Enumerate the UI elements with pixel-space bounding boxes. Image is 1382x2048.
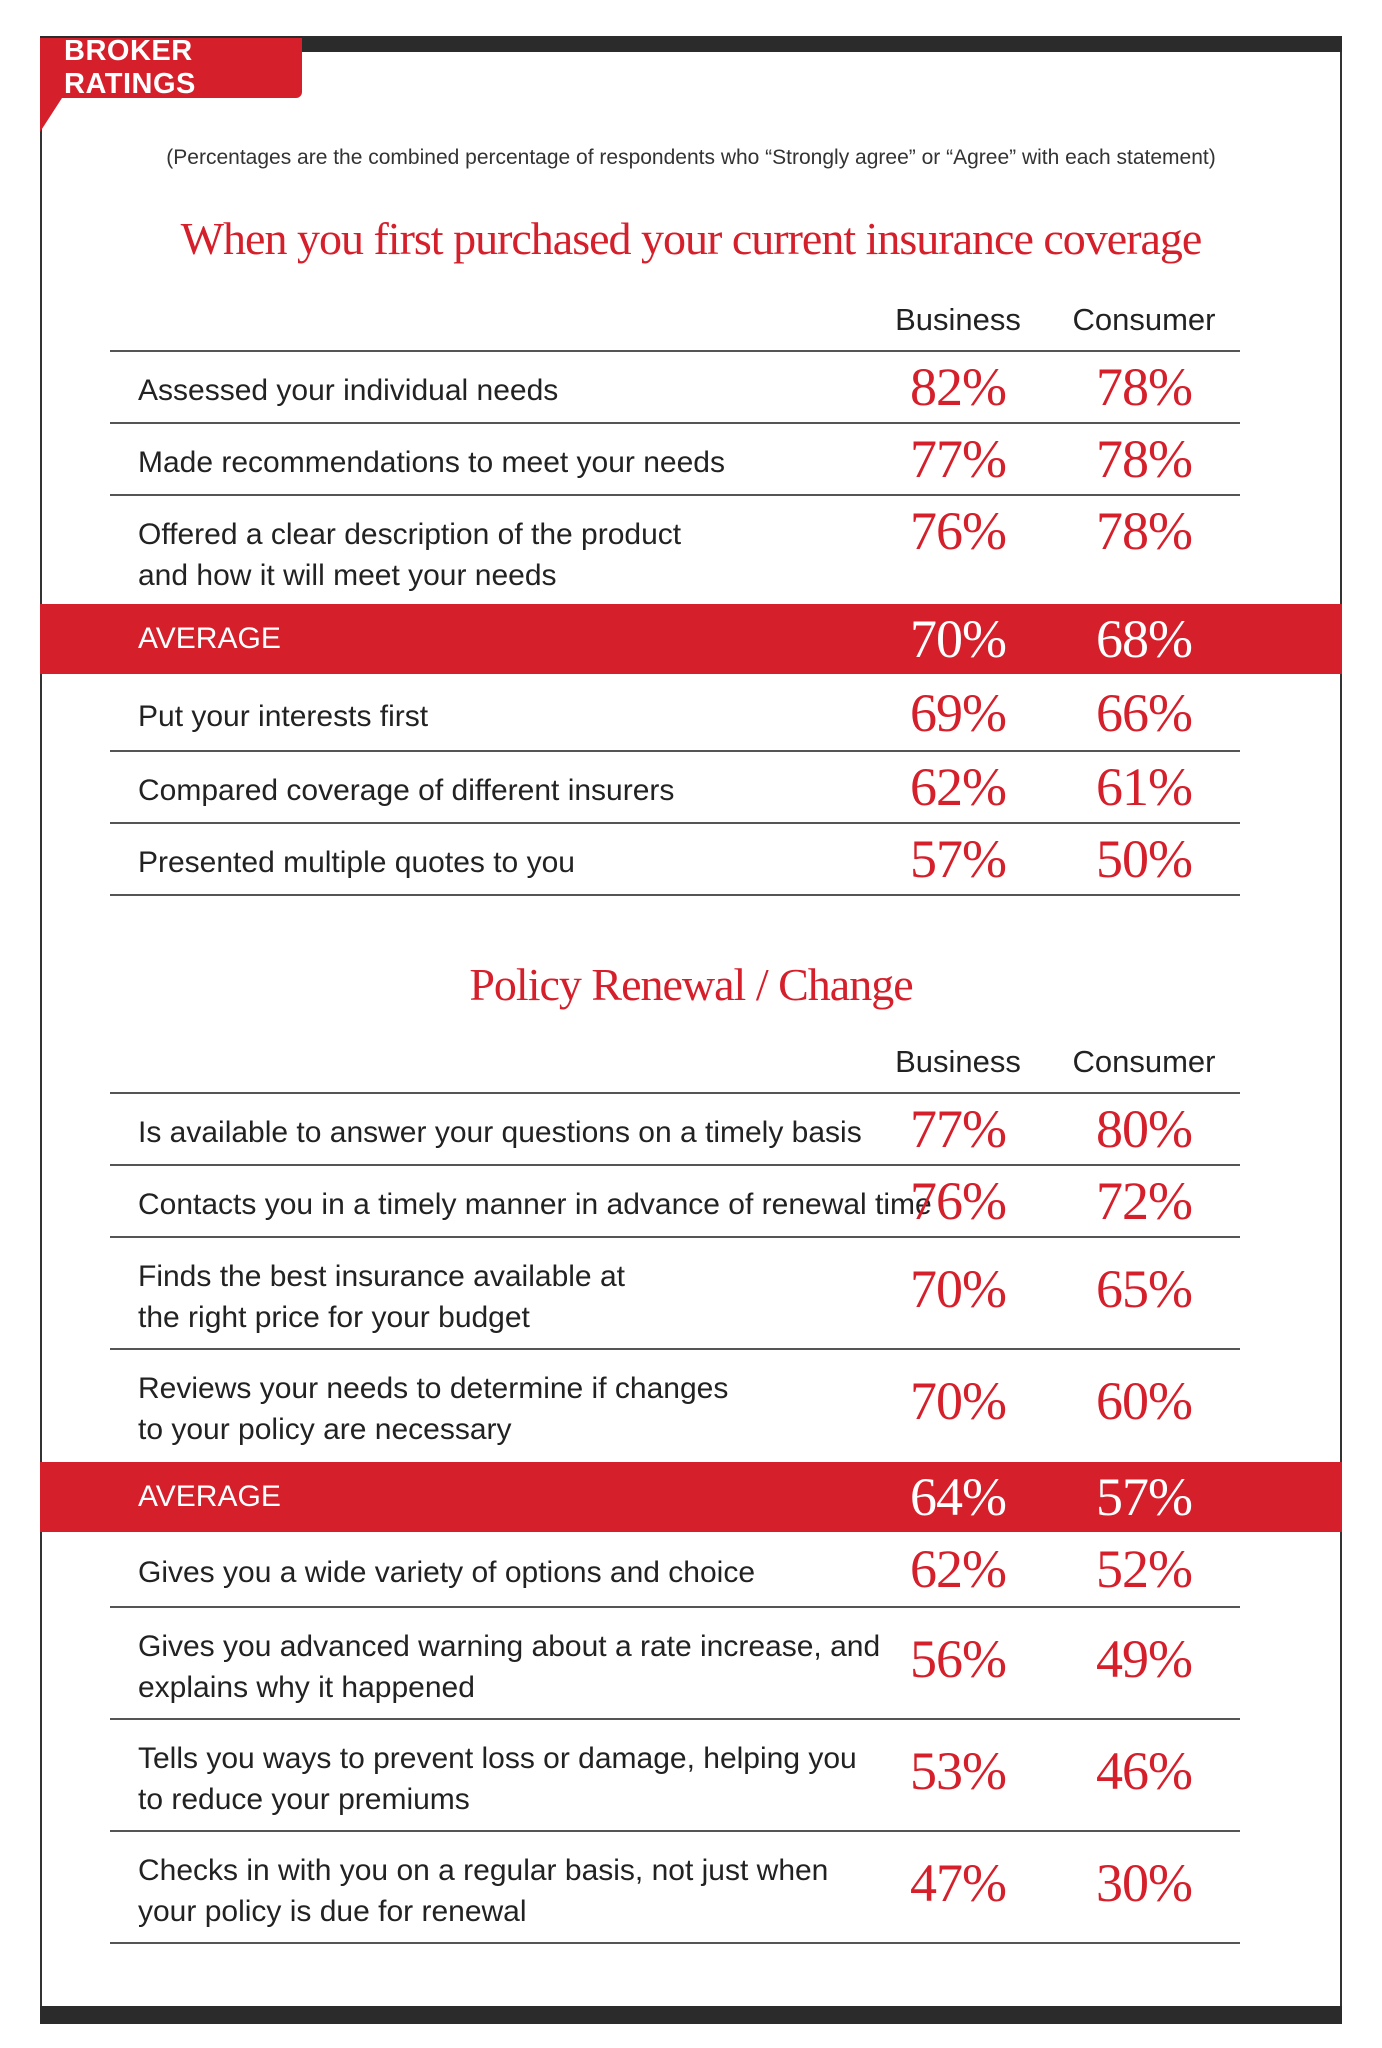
business-value: 62% — [910, 1539, 1006, 1599]
business-value: 56% — [910, 1629, 1006, 1689]
business-value: 53% — [910, 1741, 1006, 1801]
business-value: 77% — [910, 429, 1006, 489]
section2-consumer-header: Consumer — [1072, 1044, 1216, 1079]
section2-table-bottom — [110, 1532, 1240, 1944]
average-label: AVERAGE — [138, 1480, 281, 1513]
section2-title: Policy Renewal / Change — [469, 959, 913, 1010]
row-label: Presented multiple quotes to you — [138, 846, 575, 879]
business-value: 57% — [910, 829, 1006, 889]
average-consumer-value: 57% — [1096, 1467, 1192, 1527]
consumer-value: 52% — [1096, 1539, 1192, 1599]
table-row — [110, 1718, 1240, 1830]
business-value: 47% — [910, 1853, 1006, 1913]
business-value: 62% — [910, 757, 1006, 817]
row-label: Reviews your needs to determine if changes to your policy are necessary — [138, 1372, 729, 1446]
business-value: 77% — [910, 1099, 1006, 1159]
section2-business-header: Business — [895, 1044, 1021, 1079]
consumer-value: 60% — [1096, 1371, 1192, 1431]
section1-average-row — [40, 604, 1342, 674]
section1-title: When you first purchased your current insurance coverage — [180, 213, 1202, 264]
row-label: Checks in with you on a regular basis, not just when your policy is due for renewal — [138, 1854, 829, 1928]
table-row — [110, 1236, 1240, 1348]
consumer-value: 72% — [1096, 1171, 1192, 1231]
section1-business-header: Business — [895, 302, 1021, 337]
business-value: 69% — [910, 683, 1006, 743]
section2-table-top — [110, 1092, 1240, 1462]
section1-consumer-header: Consumer — [1072, 302, 1216, 337]
row-label: Offered a clear description of the product and how it will meet your needs — [138, 518, 682, 592]
consumer-value: 78% — [1096, 357, 1192, 417]
row-label: Finds the best insurance available at the right price for your budget — [138, 1260, 625, 1334]
consumer-value: 46% — [1096, 1741, 1192, 1801]
percentages-note: (Percentages are the combined percentage of respondents who “Strongly agree” or “Agree” with each statement) — [166, 146, 1216, 169]
row-label: Tells you ways to prevent loss or damage, helping you to reduce your premiums — [138, 1742, 857, 1816]
business-value: 70% — [910, 1371, 1006, 1431]
table-row — [110, 1092, 1240, 1164]
table-row — [110, 678, 1240, 750]
row-label: Made recommendations to meet your needs — [138, 446, 725, 479]
table-row — [110, 1532, 1240, 1606]
section2-average-row — [40, 1462, 1342, 1532]
table-row — [110, 350, 1240, 422]
table-row — [110, 422, 1240, 494]
consumer-value: 61% — [1096, 757, 1192, 817]
average-business-value: 70% — [910, 609, 1006, 669]
table-row — [110, 822, 1240, 896]
row-label: Gives you a wide variety of options and choice — [138, 1556, 756, 1589]
section1-table-bottom — [110, 678, 1240, 896]
row-label: Is available to answer your questions on a timely basis — [138, 1116, 862, 1149]
table-row — [110, 1830, 1240, 1944]
business-value: 70% — [910, 1259, 1006, 1319]
consumer-value: 78% — [1096, 501, 1192, 561]
row-label: Compared coverage of different insurers — [138, 774, 675, 807]
business-value: 76% — [910, 1171, 1006, 1231]
consumer-value: 80% — [1096, 1099, 1192, 1159]
business-value: 76% — [910, 501, 1006, 561]
row-label: Contacts you in a timely manner in advance of renewal time — [138, 1188, 932, 1221]
average-business-value: 64% — [910, 1467, 1006, 1527]
row-label: Assessed your individual needs — [138, 374, 559, 407]
consumer-value: 66% — [1096, 683, 1192, 743]
table-row — [110, 1164, 1240, 1236]
consumer-value: 65% — [1096, 1259, 1192, 1319]
average-label: AVERAGE — [138, 622, 281, 655]
row-label: Gives you advanced warning about a rate increase, and explains why it happened — [138, 1630, 881, 1704]
table-row — [110, 750, 1240, 822]
table-row — [110, 494, 1240, 604]
bottom-rule — [40, 2006, 1342, 2024]
broker-ratings-badge: BROKER RATINGS — [40, 38, 302, 98]
consumer-value: 30% — [1096, 1853, 1192, 1913]
section1-table-top — [110, 350, 1240, 604]
table-row — [110, 1606, 1240, 1718]
table-row — [110, 1348, 1240, 1462]
row-label: Put your interests first — [138, 700, 429, 733]
consumer-value: 78% — [1096, 429, 1192, 489]
consumer-value: 50% — [1096, 829, 1192, 889]
average-consumer-value: 68% — [1096, 609, 1192, 669]
consumer-value: 49% — [1096, 1629, 1192, 1689]
business-value: 82% — [910, 357, 1006, 417]
badge-fold — [40, 98, 62, 132]
